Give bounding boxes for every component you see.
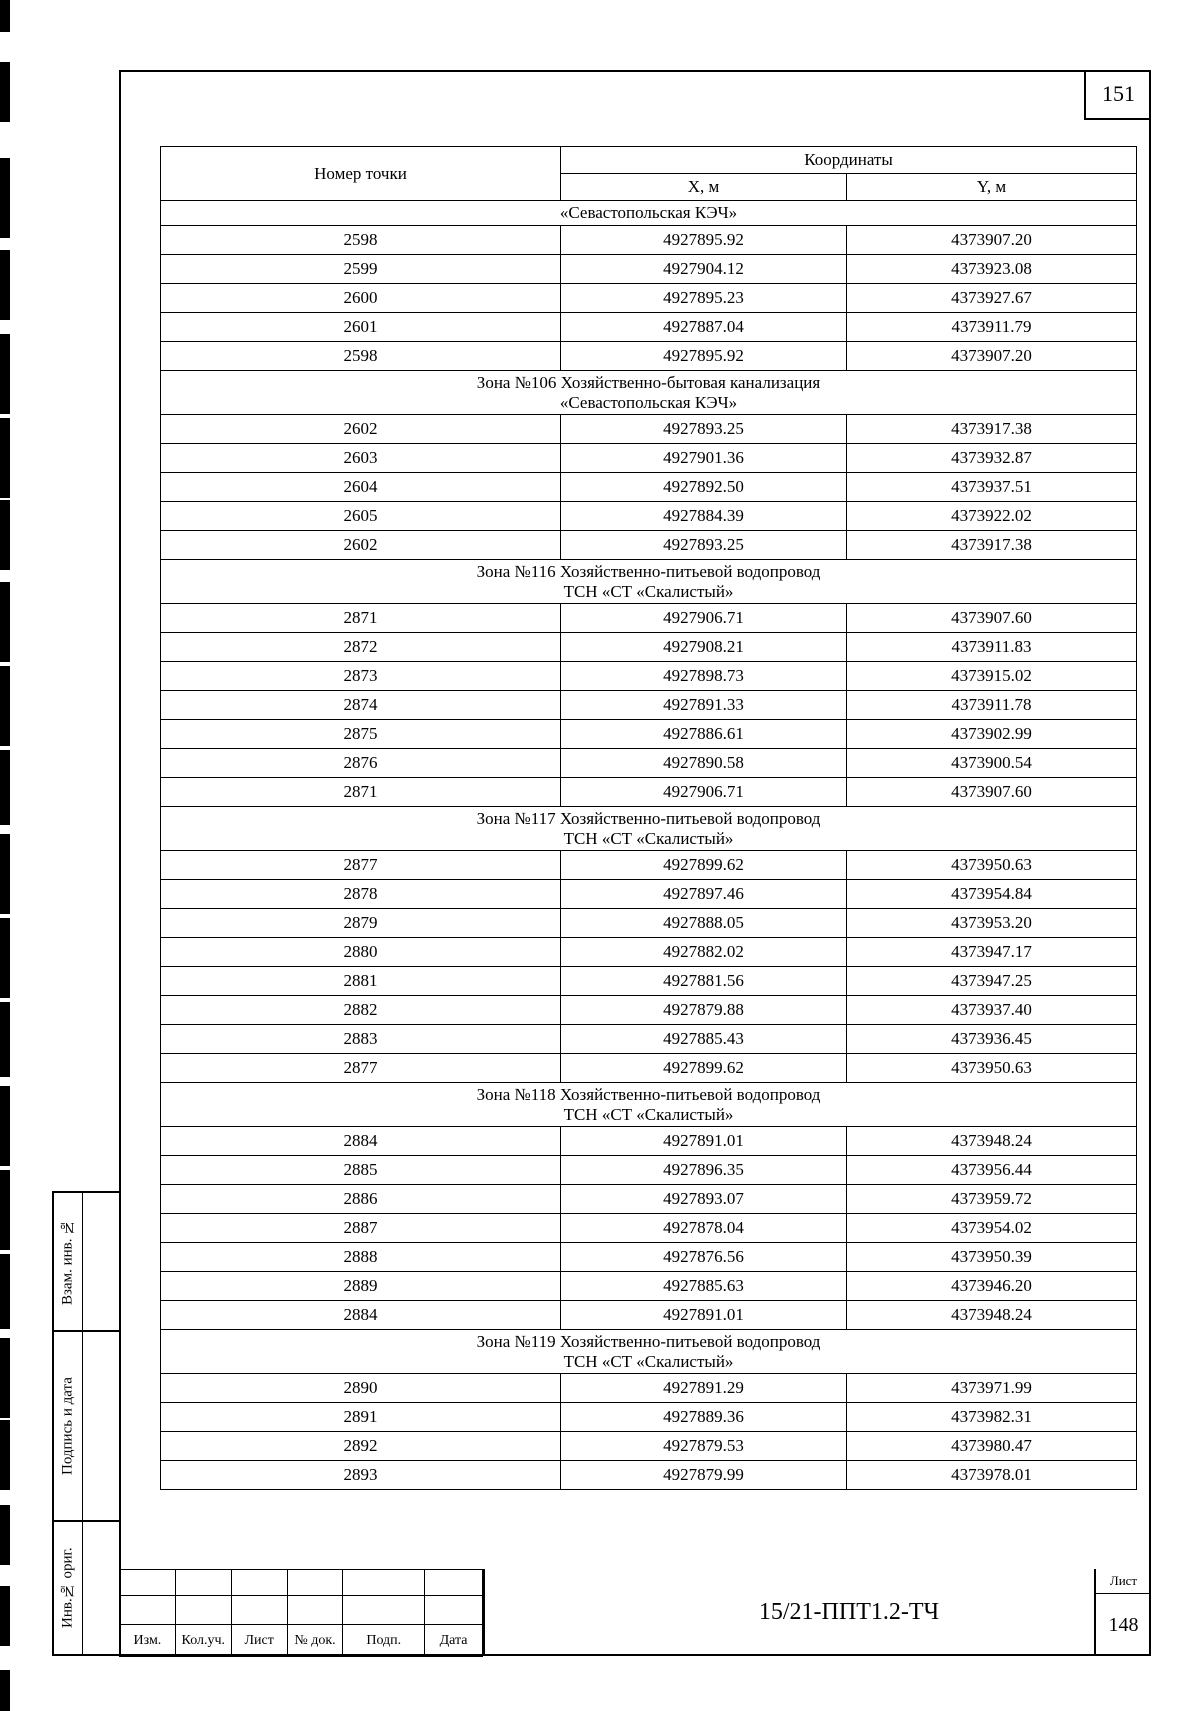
y-cell: 4373950.39: [847, 1243, 1137, 1272]
y-cell: 4373902.99: [847, 720, 1137, 749]
zone-heading-line: Зона №119 Хозяйственно-питьевой водопровод: [476, 1331, 821, 1351]
y-cell: 4373978.01: [847, 1461, 1137, 1490]
point-cell: 2889: [161, 1272, 561, 1301]
point-cell: 2884: [161, 1301, 561, 1330]
point-cell: 2893: [161, 1461, 561, 1490]
x-cell: 4927887.04: [561, 313, 847, 342]
point-cell: 2881: [161, 967, 561, 996]
y-cell: 4373907.20: [847, 226, 1137, 255]
point-cell: 2879: [161, 909, 561, 938]
table-row: [161, 1301, 1137, 1330]
x-cell: 4927885.43: [561, 1025, 847, 1054]
y-cell: 4373900.54: [847, 749, 1137, 778]
table-row: [161, 1127, 1137, 1156]
x-cell: 4927895.23: [561, 284, 847, 313]
point-cell: 2885: [161, 1156, 561, 1185]
point-cell: 2871: [161, 778, 561, 807]
point-cell: 2873: [161, 662, 561, 691]
x-cell: 4927895.92: [561, 226, 847, 255]
table-row: [161, 967, 1137, 996]
y-cell: 4373947.17: [847, 938, 1137, 967]
point-cell: 2886: [161, 1185, 561, 1214]
header-y: Y, м: [847, 174, 1137, 201]
y-cell: 4373927.67: [847, 284, 1137, 313]
table-row: [161, 996, 1137, 1025]
point-cell: 2878: [161, 880, 561, 909]
table-row: [161, 255, 1137, 284]
table-row: [161, 415, 1137, 444]
x-cell: 4927879.88: [561, 996, 847, 1025]
x-cell: 4927897.46: [561, 880, 847, 909]
x-cell: 4927876.56: [561, 1243, 847, 1272]
x-cell: 4927884.39: [561, 502, 847, 531]
zone-heading-line: ТСН «СТ «Скалистый»: [563, 828, 734, 848]
y-cell: 4373948.24: [847, 1301, 1137, 1330]
table-row: [161, 633, 1137, 662]
table-row: [161, 662, 1137, 691]
title-block: [119, 1569, 1151, 1656]
zone-heading: [161, 1330, 1137, 1374]
zone-heading-line: ТСН «СТ «Скалистый»: [563, 581, 734, 601]
x-cell: 4927879.99: [561, 1461, 847, 1490]
zone-heading: [161, 371, 1137, 415]
header-point-number: Номер точки: [161, 147, 561, 201]
x-cell: 4927893.25: [561, 415, 847, 444]
point-cell: 2877: [161, 851, 561, 880]
x-cell: 4927908.21: [561, 633, 847, 662]
table-row: [161, 778, 1137, 807]
x-cell: 4927893.07: [561, 1185, 847, 1214]
table-row: [161, 1243, 1137, 1272]
point-cell: 2598: [161, 342, 561, 371]
y-cell: 4373950.63: [847, 851, 1137, 880]
table-row: [161, 749, 1137, 778]
table-row: [161, 880, 1137, 909]
y-cell: 4373937.40: [847, 996, 1137, 1025]
y-cell: 4373917.38: [847, 415, 1137, 444]
side-label-vzam: Взам. инв. №: [59, 1218, 76, 1305]
revision-column-label: Изм.: [120, 1625, 176, 1657]
y-cell: 4373911.83: [847, 633, 1137, 662]
page-number: 151: [1084, 70, 1151, 120]
header-x: X, м: [561, 174, 847, 201]
point-cell: 2876: [161, 749, 561, 778]
zone-heading-line: Зона №116 Хозяйственно-питьевой водопровод: [476, 561, 821, 581]
revision-column-label: Лист: [231, 1625, 287, 1657]
point-cell: 2601: [161, 313, 561, 342]
point-cell: 2892: [161, 1432, 561, 1461]
table-row: [161, 1054, 1137, 1083]
table-row: [161, 909, 1137, 938]
sheet-label: Лист: [1096, 1569, 1151, 1594]
point-cell: 2875: [161, 720, 561, 749]
zone-heading-line: «Севастопольская КЭЧ»: [559, 392, 738, 412]
table-row: [161, 1461, 1137, 1490]
table-row: [161, 851, 1137, 880]
x-cell: 4927904.12: [561, 255, 847, 284]
y-cell: 4373953.20: [847, 909, 1137, 938]
table-row: [161, 473, 1137, 502]
table-row: [161, 226, 1137, 255]
zone-heading-line: Зона №106 Хозяйственно-бытовая канализация: [476, 372, 821, 392]
x-cell: 4927891.33: [561, 691, 847, 720]
x-cell: 4927891.01: [561, 1301, 847, 1330]
point-cell: 2602: [161, 531, 561, 560]
point-cell: 2598: [161, 226, 561, 255]
point-cell: 2882: [161, 996, 561, 1025]
table-row: [161, 1272, 1137, 1301]
x-cell: 4927888.05: [561, 909, 847, 938]
x-cell: 4927891.29: [561, 1374, 847, 1403]
y-cell: 4373971.99: [847, 1374, 1137, 1403]
x-cell: 4927879.53: [561, 1432, 847, 1461]
x-cell: 4927906.71: [561, 604, 847, 633]
x-cell: 4927898.73: [561, 662, 847, 691]
zone-heading: [161, 807, 1137, 851]
table-row: [161, 720, 1137, 749]
y-cell: 4373980.47: [847, 1432, 1137, 1461]
y-cell: 4373947.25: [847, 967, 1137, 996]
table-row: [161, 284, 1137, 313]
table-row: [161, 444, 1137, 473]
table-row: [161, 1025, 1137, 1054]
point-cell: 2871: [161, 604, 561, 633]
zone-heading: [161, 1083, 1137, 1127]
y-cell: 4373956.44: [847, 1156, 1137, 1185]
x-cell: 4927901.36: [561, 444, 847, 473]
point-cell: 2890: [161, 1374, 561, 1403]
y-cell: 4373954.84: [847, 880, 1137, 909]
point-cell: 2600: [161, 284, 561, 313]
table-row: [161, 1156, 1137, 1185]
y-cell: 4373917.38: [847, 531, 1137, 560]
y-cell: 4373907.20: [847, 342, 1137, 371]
sheet-cell: [1094, 1569, 1151, 1656]
zone-heading-line: ТСН «СТ «Скалистый»: [563, 1104, 734, 1124]
point-cell: 2883: [161, 1025, 561, 1054]
table-row: [161, 502, 1137, 531]
revision-column-label: № док.: [287, 1625, 343, 1657]
x-cell: 4927889.36: [561, 1403, 847, 1432]
y-cell: 4373911.78: [847, 691, 1137, 720]
x-cell: 4927893.25: [561, 531, 847, 560]
table-row: [161, 342, 1137, 371]
zone-heading-line: ТСН «СТ «Скалистый»: [563, 1351, 734, 1371]
sheet-number: 148: [1108, 1614, 1139, 1636]
table-row: [161, 604, 1137, 633]
point-cell: 2599: [161, 255, 561, 284]
table-row: [161, 1403, 1137, 1432]
side-label-podpis: Подпись и дата: [59, 1377, 76, 1475]
y-cell: 4373932.87: [847, 444, 1137, 473]
header-coordinates: Координаты: [561, 147, 1137, 174]
y-cell: 4373907.60: [847, 778, 1137, 807]
x-cell: 4927899.62: [561, 1054, 847, 1083]
zone-heading: [161, 560, 1137, 604]
y-cell: 4373954.02: [847, 1214, 1137, 1243]
table-row: [161, 1214, 1137, 1243]
x-cell: 4927885.63: [561, 1272, 847, 1301]
revision-column-label: Подп.: [343, 1625, 425, 1657]
point-cell: 2887: [161, 1214, 561, 1243]
table-row: [161, 313, 1137, 342]
point-cell: 2605: [161, 502, 561, 531]
x-cell: 4927906.71: [561, 778, 847, 807]
table-row: [161, 1374, 1137, 1403]
y-cell: 4373922.02: [847, 502, 1137, 531]
point-cell: 2602: [161, 415, 561, 444]
y-cell: 4373950.63: [847, 1054, 1137, 1083]
point-cell: 2604: [161, 473, 561, 502]
zone-heading-line: Зона №118 Хозяйственно-питьевой водопровод: [476, 1084, 821, 1104]
revision-column-label: Кол.уч.: [175, 1625, 231, 1657]
point-cell: 2880: [161, 938, 561, 967]
revision-grid: [119, 1569, 483, 1657]
point-cell: 2603: [161, 444, 561, 473]
point-cell: 2888: [161, 1243, 561, 1272]
point-cell: 2884: [161, 1127, 561, 1156]
y-cell: 4373946.20: [847, 1272, 1137, 1301]
x-cell: 4927886.61: [561, 720, 847, 749]
zone-heading: «Севастопольская КЭЧ»: [161, 201, 1137, 226]
point-cell: 2891: [161, 1403, 561, 1432]
point-cell: 2877: [161, 1054, 561, 1083]
coordinates-table: [160, 146, 1137, 1490]
x-cell: 4927878.04: [561, 1214, 847, 1243]
x-cell: 4927895.92: [561, 342, 847, 371]
table-row: [161, 531, 1137, 560]
side-divider: [82, 1191, 83, 1656]
y-cell: 4373923.08: [847, 255, 1137, 284]
zone-heading-line: Зона №117 Хозяйственно-питьевой водопровод: [476, 808, 821, 828]
y-cell: 4373915.02: [847, 662, 1137, 691]
table-row: [161, 938, 1137, 967]
x-cell: 4927899.62: [561, 851, 847, 880]
y-cell: 4373907.60: [847, 604, 1137, 633]
table-row: [161, 691, 1137, 720]
x-cell: 4927881.56: [561, 967, 847, 996]
point-cell: 2872: [161, 633, 561, 662]
y-cell: 4373982.31: [847, 1403, 1137, 1432]
side-label-inv: Инв.№ ориг.: [59, 1547, 76, 1629]
point-cell: 2874: [161, 691, 561, 720]
document-code: 15/21-ППТ1.2-ТЧ: [483, 1569, 1200, 1656]
table-row: [161, 1185, 1137, 1214]
table-row: [161, 1432, 1137, 1461]
x-cell: 4927896.35: [561, 1156, 847, 1185]
y-cell: 4373959.72: [847, 1185, 1137, 1214]
x-cell: 4927891.01: [561, 1127, 847, 1156]
x-cell: 4927892.50: [561, 473, 847, 502]
y-cell: 4373911.79: [847, 313, 1137, 342]
revision-column-label: Дата: [425, 1625, 483, 1657]
x-cell: 4927882.02: [561, 938, 847, 967]
y-cell: 4373948.24: [847, 1127, 1137, 1156]
y-cell: 4373937.51: [847, 473, 1137, 502]
x-cell: 4927890.58: [561, 749, 847, 778]
y-cell: 4373936.45: [847, 1025, 1137, 1054]
